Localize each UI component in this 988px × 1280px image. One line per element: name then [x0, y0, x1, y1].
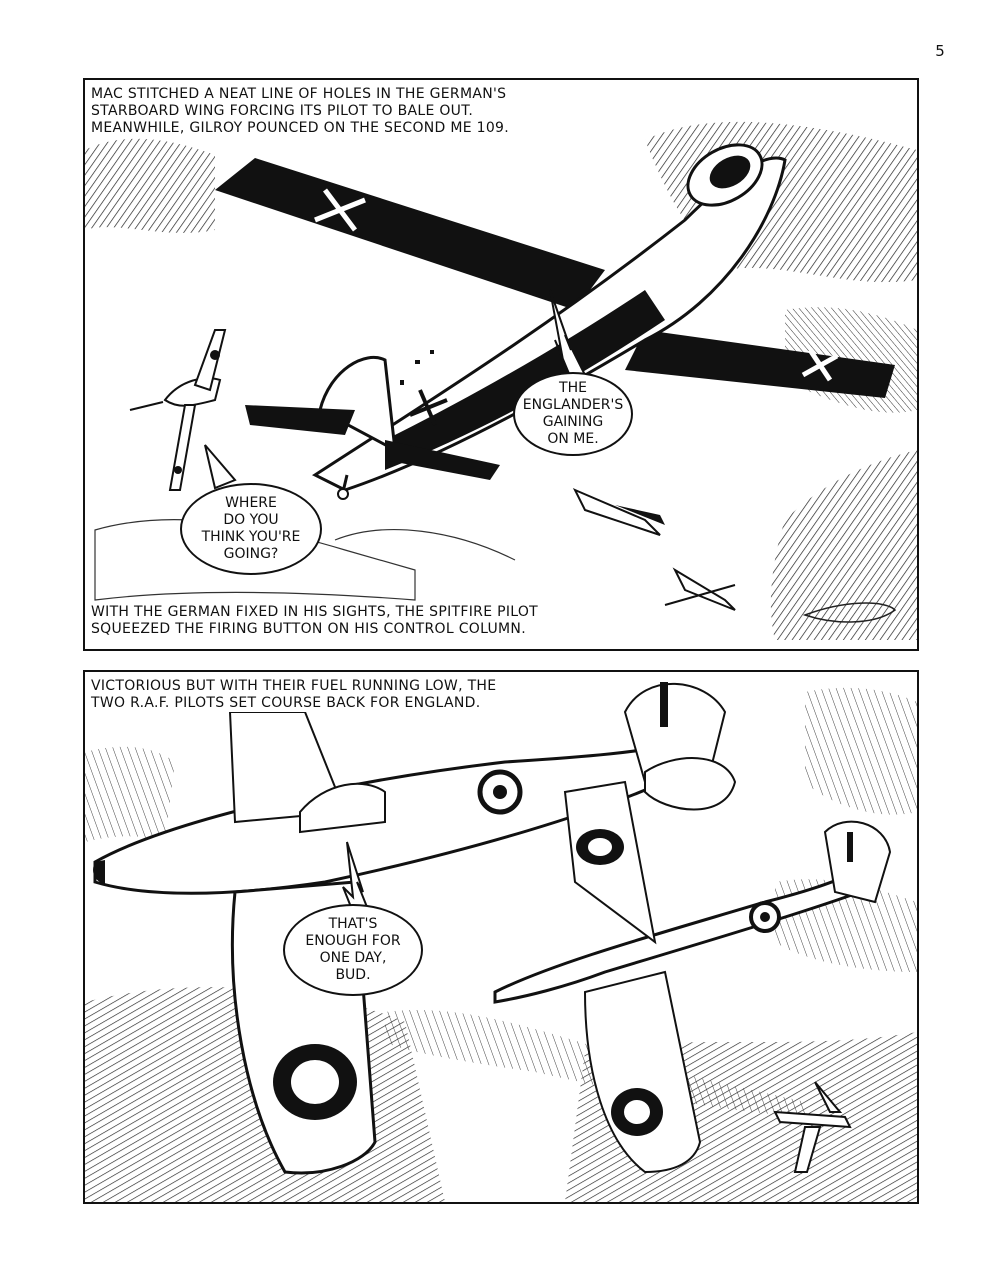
panel-2-top-caption: VICTORIOUS BUT WITH THEIR FUEL RUNNING LOW, THE TWO R.A.F. PILOTS SET COURSE BACK FOR ENGLAND.	[91, 678, 561, 712]
page-number: 5	[935, 42, 945, 60]
comic-panel-2	[83, 670, 919, 1204]
panel-1-top-caption: MAC STITCHED A NEAT LINE OF HOLES IN THE GERMAN'S STARBOARD WING FORCING ITS PILOT TO BALE OUT. MEANWHILE, GILROY POUNCED ON THE SECOND ME 109.	[91, 86, 591, 137]
balloon-text: WHERE DO YOU THINK YOU'RE GOING?	[201, 495, 301, 562]
speech-balloon-raf-pilot	[283, 904, 423, 996]
balloon-text: THAT'S ENOUGH FOR ONE DAY, BUD.	[305, 916, 401, 983]
comic-panel-1	[83, 78, 919, 651]
panel-1-bottom-caption: WITH THE GERMAN FIXED IN HIS SIGHTS, THE SPITFIRE PILOT SQUEEZED THE FIRING BUTTON ON HIS CONTROL COLUMN.	[91, 604, 661, 638]
panel-2-artwork	[85, 672, 917, 1202]
distant-aircraft	[575, 490, 735, 610]
speech-balloon-spitfire-pilot	[180, 483, 322, 575]
balloon-text: THE ENGLANDER'S GAINING ON ME.	[522, 380, 624, 447]
speech-tail-pilot	[205, 445, 235, 488]
smoke-column	[771, 450, 917, 640]
speech-balloon-german-pilot	[513, 372, 633, 456]
